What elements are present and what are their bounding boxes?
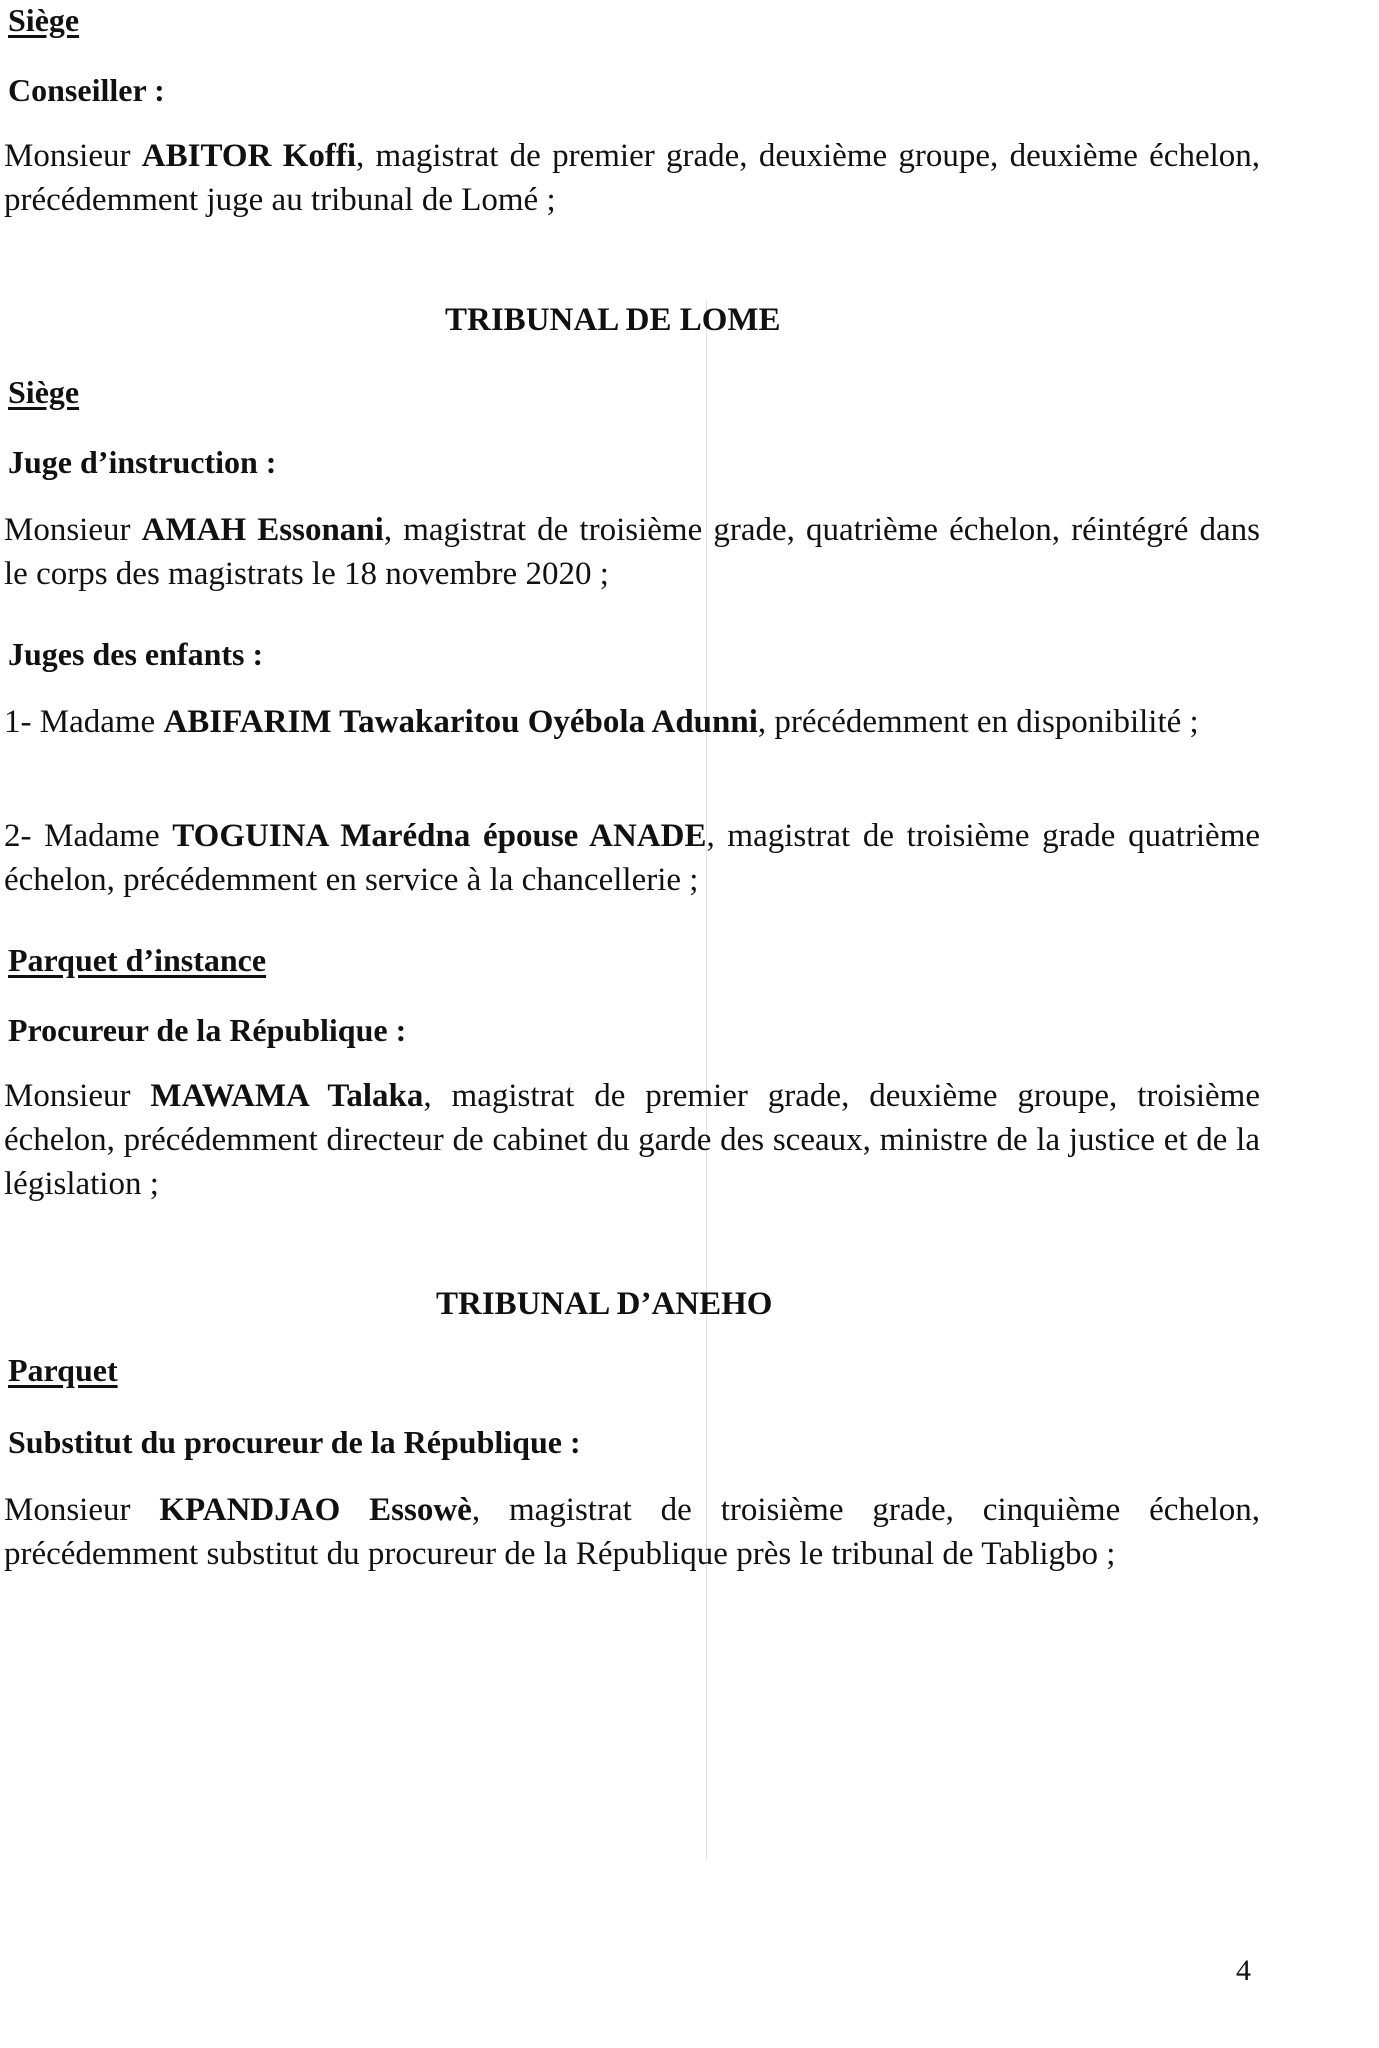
magistrate-name: MAWAMA Talaka	[150, 1078, 424, 1114]
entry-details: , précédemment en disponibilité ;	[757, 704, 1199, 740]
magistrate-name: AMAH Essonani	[141, 512, 384, 548]
conseiller-label: Conseiller :	[8, 72, 165, 108]
entry-details: , magistrat de premier grade, deuxième groupe, deuxième échelon, précédemment juge au tribunal de Lomé ;	[4, 138, 1261, 218]
entry-prefix: Monsieur	[4, 138, 142, 174]
tribunal-lome-title: TRIBUNAL DE LOME	[445, 302, 781, 338]
substitut-entry	[4, 1488, 1260, 1576]
aneho-parquet-heading: Parquet	[8, 1352, 118, 1388]
juges-enfants-entry-1	[4, 700, 1260, 744]
entry-prefix: 2- Madame	[4, 818, 173, 854]
tribunal-aneho-title: TRIBUNAL D’ANEHO	[436, 1286, 773, 1322]
juge-instruction-label: Juge d’instruction :	[8, 444, 277, 480]
entry-prefix: Monsieur	[4, 1078, 151, 1114]
entry-prefix: Monsieur	[4, 512, 142, 548]
siege-heading: Siège	[8, 2, 80, 38]
entry-details: , magistrat de premier grade, deuxième groupe, troisième échelon, précédemment directeur de cabinet du garde des sceaux, ministre de la justice et de la législation ;	[4, 1078, 1260, 1202]
entry-details: , magistrat de troisième grade, quatrième échelon, réintégré dans le corps des magistrats le 18 novembre 2020 ;	[4, 512, 1260, 592]
procureur-entry	[4, 1074, 1260, 1206]
juges-enfants-entry-2	[4, 814, 1260, 902]
procureur-label: Procureur de la République :	[8, 1012, 407, 1048]
substitut-label: Substitut du procureur de la République :	[8, 1424, 581, 1460]
page-number: 4	[1236, 1954, 1251, 1987]
magistrate-name: KPANDJAO Essowè	[159, 1492, 472, 1528]
magistrate-name: ABIFARIM Tawakaritou Oyébola Adunni	[163, 704, 758, 740]
entry-details: , magistrat de troisième grade, cinquième échelon, précédemment substitut du procureur de la République près le tribunal de Tabligbo ;	[4, 1492, 1260, 1572]
entry-prefix: Monsieur	[4, 1492, 160, 1528]
magistrate-name: TOGUINA Marédna épouse ANADE	[172, 818, 707, 854]
lome-siege-heading: Siège	[8, 374, 80, 410]
juges-enfants-label: Juges des enfants :	[8, 636, 264, 672]
conseiller-entry	[4, 134, 1260, 222]
juge-instruction-entry	[4, 508, 1260, 596]
magistrate-name: ABITOR Koffi	[141, 138, 357, 174]
entry-prefix: 1- Madame	[4, 704, 164, 740]
parquet-instance-heading: Parquet d’instance	[8, 942, 267, 978]
entry-details: , magistrat de troisième grade quatrième échelon, précédemment en service à la chancellerie ;	[4, 818, 1261, 898]
